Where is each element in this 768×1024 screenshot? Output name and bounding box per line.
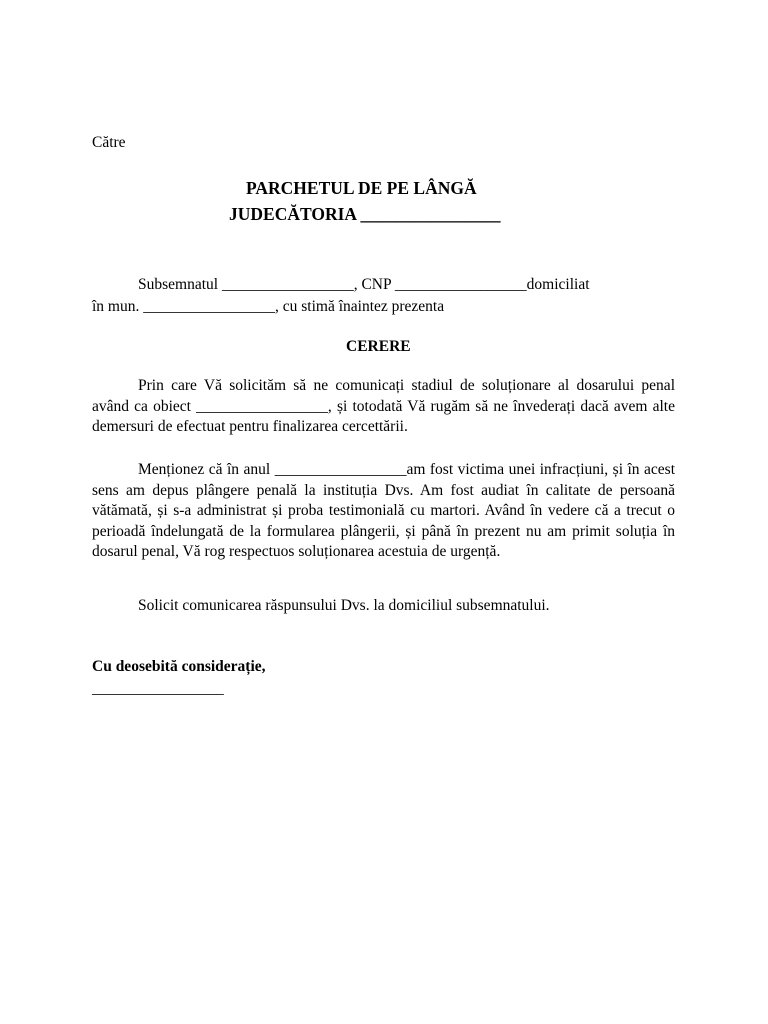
closing-salutation: Cu deosebită considerație,: [92, 658, 266, 675]
document-title: CERERE: [346, 338, 411, 355]
intro-line-2: în mun. _________________, cu stimă înaintez prezenta: [92, 298, 445, 315]
statement-paragraph-text: Menționez că în anul _________________am fost victima unei infracțiuni, și în acest sens am depus plângere penală la instituția Dvs. Am fost audiat în calitate de persoană vătămată, și s-a administrat și proba testimonială cu martori. Având în vedere că a trecut o perioadă îndelungată de la formularea plângerii, și până în prezent nu am primit soluția în dosarul penal, Vă rog respectuos soluționarea acestuia de urgență.: [92, 461, 675, 560]
request-paragraph: [92, 376, 675, 438]
request-paragraph-text: Prin care Vă solicităm să ne comunicați stadiul de soluționare al dosarului penal având ca obiect _________________, și totodată Vă rugăm să ne învederați dacă avem alte demersuri de efectuat pentru finalizarea cercettării.: [92, 377, 675, 435]
statement-paragraph: [92, 460, 675, 563]
addressee-to: Către: [92, 134, 126, 151]
institution-line-2: JUDECĂTORIA ________________: [229, 204, 501, 224]
institution-line-1: PARCHETUL DE PE LÂNGĂ: [246, 178, 477, 198]
communication-paragraph: Solicit comunicarea răspunsului Dvs. la domiciliul subsemnatului.: [138, 597, 550, 614]
signature-line: _________________: [92, 680, 224, 697]
intro-line-1: Subsemnatul _________________, CNP _________________domiciliat: [138, 276, 590, 293]
